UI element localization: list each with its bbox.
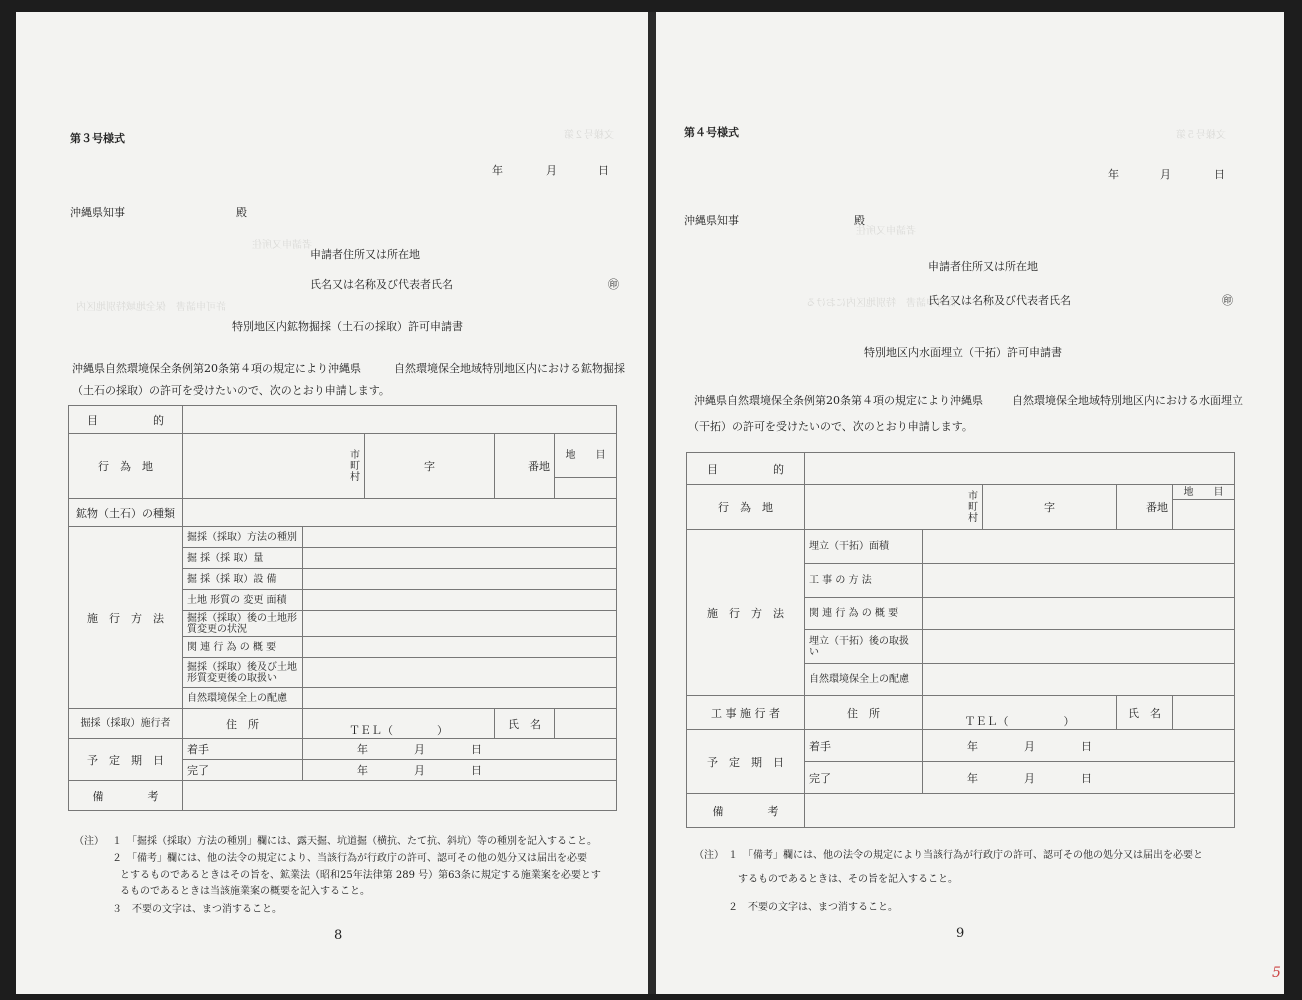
purpose-label: 目 的: [69, 406, 183, 434]
show-through-text: 者請申又所住: [856, 226, 916, 237]
month-unit: 月: [1024, 771, 1035, 785]
method-row-field[interactable]: [303, 548, 617, 569]
note-line: とするものであるときはその旨を、鉱業法（昭和25年法律第 289 号）第63条に規定する施業案を必要とす: [120, 870, 601, 881]
method-group-label: 施 行 方 法: [687, 530, 805, 696]
remarks-field[interactable]: [183, 781, 617, 811]
method-row-label: 掘採（採取）後の土地形質変更の状況: [183, 611, 303, 637]
method-row-label: 関 連 行 為 の 概 要: [183, 637, 303, 658]
purpose-field[interactable]: [805, 453, 1235, 485]
schedule-label: 予 定 期 日: [69, 739, 183, 781]
method-row-label: 自然環境保全上の配慮: [183, 688, 303, 709]
banchi-label: 番地: [495, 434, 555, 499]
method-row-label: 埋立（干拓）後の取扱い: [805, 630, 923, 664]
method-row-label: 掘 採（採 取）量: [183, 548, 303, 569]
chimoku-field[interactable]: [1173, 500, 1235, 530]
seal-mark: ㊞: [608, 278, 619, 291]
method-row-label: 埋立（干拓）面積: [805, 530, 923, 564]
addressee: 沖縄県知事: [684, 214, 739, 227]
mineral-kind-label: 鉱物（土石）の種類: [69, 499, 183, 527]
method-row-label: 工 事 の 方 法: [805, 564, 923, 598]
method-row-field[interactable]: [303, 688, 617, 709]
method-row-field[interactable]: [303, 611, 617, 637]
operator-name-label: 氏 名: [495, 709, 555, 739]
method-row-field[interactable]: [303, 527, 617, 548]
method-group-label: 施 行 方 法: [69, 527, 183, 709]
intro-text: （土石の採取）の許可を受けたいので、次のとおり申請します。: [72, 384, 390, 397]
city-label: 市町村: [968, 490, 978, 524]
method-row-field[interactable]: [923, 664, 1235, 696]
mineral-kind-field[interactable]: [183, 499, 617, 527]
intro-text: 沖縄県自然環境保全条例第20条第４項の規定により沖縄県: [694, 394, 983, 407]
year-unit: 年: [967, 771, 978, 785]
day-unit: 日: [471, 764, 482, 777]
form-title: 特別地区内水面埋立（干拓）許可申請書: [864, 346, 1062, 359]
method-row-label: 掘採（採取）後及び土地形質変更後の取扱い: [183, 658, 303, 688]
aza-label: 字: [983, 485, 1117, 530]
page-number: 9: [956, 926, 965, 941]
form-number: 第４号様式: [684, 126, 739, 139]
month-unit: 月: [414, 764, 425, 777]
chimoku-field[interactable]: [555, 478, 617, 499]
start-date-field[interactable]: [303, 739, 617, 760]
method-row-field[interactable]: [303, 590, 617, 611]
intro-text: 自然環境保全地域特別地区内における鉱物掘採: [394, 362, 625, 375]
end-label: 完了: [183, 760, 303, 781]
end-label: 完了: [805, 762, 923, 794]
day-unit: 日: [1081, 771, 1092, 785]
date-day: 日: [598, 164, 609, 177]
application-form-table: [68, 405, 617, 811]
applicant-name-label: 氏名又は名称及び代表者氏名: [310, 278, 453, 291]
note-line: するものであるときは、その旨を記入すること。: [738, 874, 958, 885]
method-row-label: 掘採（採取）方法の種別: [183, 527, 303, 548]
right-page: [656, 12, 1284, 994]
method-row-field[interactable]: [923, 564, 1235, 598]
date-day: 日: [1214, 168, 1225, 181]
applicant-address-label: 申請者住所又は所在地: [928, 260, 1038, 273]
method-row-field[interactable]: [303, 637, 617, 658]
intro-text: （干拓）の許可を受けたいので、次のとおり申請します。: [688, 420, 973, 433]
show-through-text: 許可申請書 保全地域特別地区内: [76, 302, 226, 313]
note-line: ３ 不要の文字は、まつ消すること。: [112, 904, 282, 915]
method-row-field[interactable]: [923, 530, 1235, 564]
method-row-field[interactable]: [923, 630, 1235, 664]
site-label: 行 為 地: [687, 485, 805, 530]
end-date-field[interactable]: [303, 760, 617, 781]
year-unit: 年: [357, 764, 368, 777]
date-month: 月: [546, 164, 557, 177]
method-row-field[interactable]: [303, 569, 617, 590]
start-label: 着手: [183, 739, 303, 760]
intro-text: 自然環境保全地域特別地区内における水面埋立: [1012, 394, 1243, 407]
notes-label: （注）: [74, 836, 104, 847]
notes-label: （注）: [694, 850, 724, 861]
chimoku-label: 地 目: [555, 434, 617, 478]
corner-mark: 5: [1272, 965, 1281, 981]
note-line: るものであるときは当該施業案の概要を記入すること。: [120, 886, 370, 897]
month-unit: 月: [1024, 739, 1035, 753]
banchi-label: 番地: [1117, 485, 1173, 530]
site-label: 行 為 地: [69, 434, 183, 499]
purpose-field[interactable]: [183, 406, 617, 434]
tel-label: ＴＥＬ（ ）: [964, 715, 1075, 728]
remarks-label: 備 考: [69, 781, 183, 811]
operator-address-label: 住 所: [805, 696, 923, 730]
year-unit: 年: [357, 743, 368, 756]
month-unit: 月: [414, 743, 425, 756]
book-gutter: [648, 12, 656, 994]
note-line: １ 「掘採（採取）方法の種別」欄には、露天掘、坑道掘（横抗、たて抗、斜坑）等の種別を記入すること。: [112, 836, 597, 847]
city-label: 市町村: [350, 449, 360, 483]
start-date-field[interactable]: [923, 730, 1235, 762]
operator-label: 工 事 施 行 者: [687, 696, 805, 730]
aza-label: 字: [365, 434, 495, 499]
operator-address-field[interactable]: [303, 709, 495, 739]
method-row-label: 土地 形質の 変更 面積: [183, 590, 303, 611]
schedule-label: 予 定 期 日: [687, 730, 805, 794]
show-through-text: 許可申請書 特別地区内における: [806, 298, 956, 309]
operator-name-field[interactable]: [555, 709, 617, 739]
end-date-field[interactable]: [923, 762, 1235, 794]
note-line: １ 「備考」欄には、他の法令の規定により当該行為が行政庁の許可、認可その他の処分又は届出を必要と: [728, 850, 1203, 861]
operator-name-label: 氏 名: [1117, 696, 1173, 730]
show-through-text: 者請申又所住: [252, 240, 312, 251]
form-number: 第３号様式: [70, 132, 125, 145]
note-line: ２ 不要の文字は、まつ消すること。: [728, 902, 898, 913]
remarks-field[interactable]: [805, 794, 1235, 828]
method-row-field[interactable]: [303, 658, 617, 688]
method-row-label: 自然環境保全上の配慮: [805, 664, 923, 696]
left-page: [16, 12, 648, 994]
method-row-field[interactable]: [923, 598, 1235, 630]
method-row-label: 掘 採（採 取）設 備: [183, 569, 303, 590]
date-year: 年: [1108, 168, 1119, 181]
operator-address-field[interactable]: [923, 696, 1117, 730]
operator-address-label: 住 所: [183, 709, 303, 739]
operator-label: 掘採（採取）施行者: [69, 709, 183, 739]
applicant-address-label: 申請者住所又は所在地: [310, 248, 420, 261]
date-year: 年: [492, 164, 503, 177]
addressee: 沖縄県知事: [70, 206, 125, 219]
day-unit: 日: [471, 743, 482, 756]
honorific: 殿: [854, 214, 865, 227]
remarks-label: 備 考: [687, 794, 805, 828]
application-form-table: [686, 452, 1235, 828]
honorific: 殿: [236, 206, 247, 219]
purpose-label: 目 的: [687, 453, 805, 485]
applicant-name-label: 氏名又は名称及び代表者氏名: [928, 294, 1071, 307]
note-line: ２ 「備考」欄には、他の法令の規定により、当該行為が行政庁の許可、認可その他の処分又は届出を必要: [112, 853, 587, 864]
operator-name-field[interactable]: [1173, 696, 1235, 730]
chimoku-label: 地 目: [1173, 485, 1235, 500]
method-row-label: 関 連 行 為 の 概 要: [805, 598, 923, 630]
date-month: 月: [1160, 168, 1171, 181]
form-title: 特別地区内鉱物掘採（土石の採取）許可申請書: [232, 320, 463, 333]
show-through-text: 文様号２第: [564, 130, 614, 141]
start-label: 着手: [805, 730, 923, 762]
show-through-text: 文様号５第: [1176, 130, 1226, 141]
day-unit: 日: [1081, 739, 1092, 753]
seal-mark: ㊞: [1222, 294, 1233, 307]
page-number: 8: [334, 928, 343, 943]
year-unit: 年: [967, 739, 978, 753]
tel-label: ＴＥＬ（ ）: [349, 724, 448, 737]
intro-text: 沖縄県自然環境保全条例第20条第４項の規定により沖縄県: [72, 362, 361, 375]
